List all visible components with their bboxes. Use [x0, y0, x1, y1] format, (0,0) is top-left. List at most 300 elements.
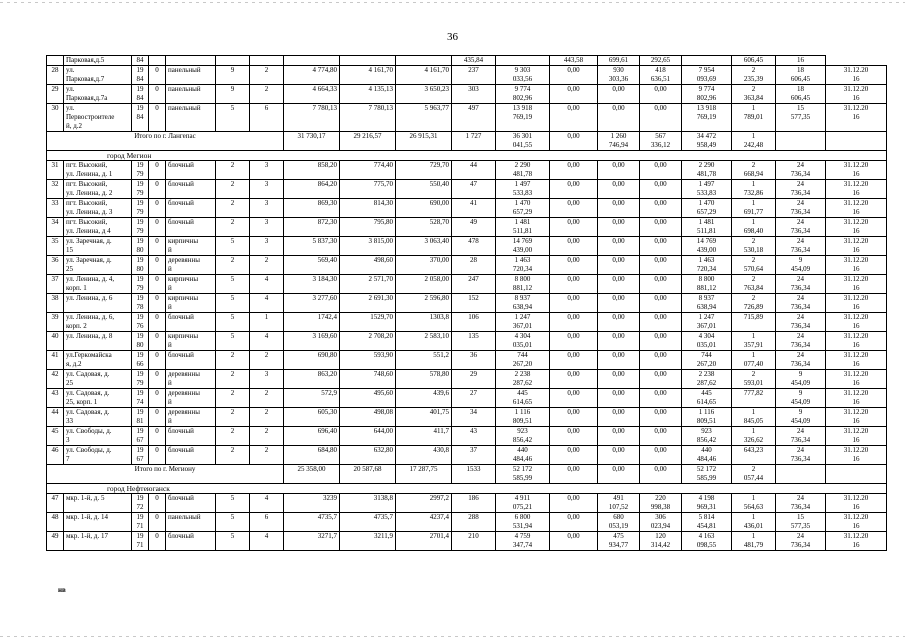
- table-cell: 0,00: [550, 389, 598, 408]
- table-cell: 0,00: [550, 370, 598, 389]
- table-cell: 491 107,52: [598, 494, 640, 513]
- table-cell: 0: [149, 313, 166, 332]
- table-cell: ул. Заречная, д. 15: [64, 237, 132, 256]
- table-cell: 643,23: [732, 446, 776, 465]
- table-row: [47, 351, 887, 370]
- table-cell: 2 668,94: [732, 161, 776, 180]
- table-cell: 8 800 881,12: [682, 275, 732, 294]
- table-cell: 1 463 720,34: [496, 256, 550, 275]
- table-cell: 858,20: [284, 161, 340, 180]
- table-cell: 24 736,34: [776, 332, 826, 351]
- table-cell: 0,00: [598, 332, 640, 351]
- table-cell: 4 198 969,31: [682, 494, 732, 513]
- table-cell: 2: [250, 427, 284, 446]
- table-cell: 1742,4: [284, 313, 340, 332]
- table-cell: 3 184,30: [284, 275, 340, 294]
- table-cell: 3: [250, 180, 284, 199]
- table-cell: пгт. Высокий, ул. Ленина, д. 1: [64, 161, 132, 180]
- table-cell: 0,00: [640, 465, 682, 484]
- table-row: [47, 313, 887, 332]
- table-cell: 0,00: [640, 408, 682, 427]
- table-cell: 0: [149, 370, 166, 389]
- table-cell: 605,30: [284, 408, 340, 427]
- table-cell: 43: [452, 427, 496, 446]
- table-cell: 2: [250, 408, 284, 427]
- table-cell: 0,00: [550, 332, 598, 351]
- table-cell: 31.12.20 16: [826, 332, 887, 351]
- table-cell: 5: [216, 104, 250, 132]
- table-row: [47, 408, 887, 427]
- table-cell: 864,20: [284, 180, 340, 199]
- table-cell: 8 937 638,94: [682, 294, 732, 313]
- table-cell: 418 636,51: [640, 66, 682, 85]
- table-cell: 715,89: [732, 313, 776, 332]
- table-row: [47, 275, 887, 294]
- table-cell: 1 691,77: [732, 199, 776, 218]
- table-cell: кирпичны й: [166, 294, 216, 313]
- table-cell: 0,00: [598, 370, 640, 389]
- table-cell: 0,00: [598, 446, 640, 465]
- table-cell: 0,00: [598, 465, 640, 484]
- table-cell: блочный: [166, 199, 216, 218]
- table-cell: 45: [47, 427, 64, 446]
- table-row: [47, 85, 887, 104]
- table-cell: 106: [452, 313, 496, 332]
- table-cell: 0,00: [640, 104, 682, 132]
- table-cell: 25 358,00: [284, 465, 340, 484]
- table-cell: 30: [47, 104, 64, 132]
- table-cell: 0,00: [550, 275, 598, 294]
- table-cell: 35: [47, 237, 64, 256]
- table-cell: 19 67: [132, 446, 149, 465]
- table-row: [47, 427, 887, 446]
- table-cell: 37: [47, 275, 64, 294]
- table-cell: 18 606,45: [776, 85, 826, 104]
- table-cell: 1 481 511,81: [682, 218, 732, 237]
- table-cell: 2 708,20: [340, 332, 396, 351]
- table-cell: 8 937 638,94: [496, 294, 550, 313]
- table-cell: 47: [47, 494, 64, 513]
- table-cell: 292,65: [640, 56, 682, 66]
- table-cell: 2 238 287,62: [496, 370, 550, 389]
- table-row: [47, 66, 887, 85]
- table-cell: 2 570,64: [732, 256, 776, 275]
- table-cell: 2 290 481,78: [682, 161, 732, 180]
- table-cell: 3 063,40: [396, 237, 452, 256]
- table-cell: 0: [149, 218, 166, 237]
- table-cell: 684,80: [284, 446, 340, 465]
- table-cell: [216, 56, 250, 66]
- footer-mark: нв: [58, 586, 66, 594]
- section-title: город Нефтеюганск: [47, 484, 887, 494]
- table-cell: 0,00: [640, 313, 682, 332]
- table-cell: 744 267,20: [496, 351, 550, 370]
- table-cell: 495,60: [340, 389, 396, 408]
- table-cell: 31.12.20 16: [826, 408, 887, 427]
- table-cell: 1 436,01: [732, 513, 776, 532]
- table-cell: блочный: [166, 532, 216, 551]
- bottom-scan-edge: [0, 636, 905, 637]
- table-cell: 0,00: [598, 237, 640, 256]
- table-cell: 3 277,60: [284, 294, 340, 313]
- table-cell: 34: [452, 408, 496, 427]
- table-cell: 370,00: [396, 256, 452, 275]
- table-cell: 2: [250, 85, 284, 104]
- table-cell: 3271,7: [284, 532, 340, 551]
- table-cell: 247: [452, 275, 496, 294]
- table-cell: 26 915,31: [396, 132, 452, 151]
- table-cell: 3: [250, 237, 284, 256]
- table-cell: 0,00: [550, 294, 598, 313]
- table-cell: 4 304 035,01: [496, 332, 550, 351]
- table-cell: блочный: [166, 351, 216, 370]
- table-cell: 9 774 802,96: [682, 85, 732, 104]
- table-cell: [396, 56, 452, 66]
- table-cell: 5: [216, 494, 250, 513]
- housing-table-container: [46, 55, 886, 551]
- table-cell: 29: [452, 370, 496, 389]
- table-cell: 0,00: [598, 427, 640, 446]
- table-cell: 4237,4: [396, 513, 452, 532]
- table-cell: 19 72: [132, 494, 149, 513]
- table-cell: 0,00: [598, 389, 640, 408]
- table-cell: 4: [250, 532, 284, 551]
- table-cell: 445 614,65: [496, 389, 550, 408]
- table-cell: 0: [149, 275, 166, 294]
- table-cell: 19 84: [132, 66, 149, 85]
- table-cell: 478: [452, 237, 496, 256]
- table-cell: 31.12.20 16: [826, 180, 887, 199]
- table-cell: 31.12.20 16: [826, 351, 887, 370]
- table-cell: 4 304 035,01: [682, 332, 732, 351]
- table-cell: 1 727: [452, 132, 496, 151]
- table-cell: 31.12.20 16: [826, 199, 887, 218]
- table-cell: 19 66: [132, 351, 149, 370]
- table-cell: 1 463 720,34: [682, 256, 732, 275]
- table-cell: 120 314,42: [640, 532, 682, 551]
- table-cell: 2: [216, 256, 250, 275]
- table-cell: 2: [216, 427, 250, 446]
- table-cell: 1 732,86: [732, 180, 776, 199]
- table-cell: 1533: [452, 465, 496, 484]
- table-cell: [682, 56, 732, 66]
- table-cell: [149, 56, 166, 66]
- table-cell: 606,45: [732, 56, 776, 66]
- table-cell: 6: [250, 104, 284, 132]
- table-cell: деревянны й: [166, 256, 216, 275]
- table-cell: 14 769 439,00: [682, 237, 732, 256]
- table-cell: 0: [149, 408, 166, 427]
- table-cell: ул. Заречная, д. 25: [64, 256, 132, 275]
- table-cell: 28: [452, 256, 496, 275]
- table-cell: 1 497 533,83: [682, 180, 732, 199]
- table-cell: 0,00: [640, 180, 682, 199]
- table-row: [47, 532, 887, 551]
- table-cell: 550,40: [396, 180, 452, 199]
- table-cell: 551,2: [396, 351, 452, 370]
- table-cell: 7 780,13: [340, 104, 396, 132]
- table-cell: кирпичны й: [166, 332, 216, 351]
- table-row: [47, 513, 887, 532]
- table-cell: 0: [149, 427, 166, 446]
- table-cell: блочный: [166, 180, 216, 199]
- table-cell: 401,75: [396, 408, 452, 427]
- table-cell: ул. Ленина, д. 6: [64, 294, 132, 313]
- table-cell: [47, 56, 64, 66]
- table-cell: 2 235,39: [732, 66, 776, 85]
- table-cell: 1 497 533,83: [496, 180, 550, 199]
- table-cell: 4: [250, 275, 284, 294]
- table-cell: 2 571,70: [340, 275, 396, 294]
- table-row: [47, 294, 887, 313]
- table-cell: 34: [47, 218, 64, 237]
- table-cell: 435,84: [452, 56, 496, 66]
- table-cell: 5: [216, 313, 250, 332]
- table-cell: 19 78: [132, 294, 149, 313]
- table-cell: 306 023,94: [640, 513, 682, 532]
- table-cell: 2701,4: [396, 532, 452, 551]
- table-cell: 1 116 809,51: [682, 408, 732, 427]
- table-cell: 2: [250, 351, 284, 370]
- table-cell: 24 736,34: [776, 494, 826, 513]
- table-cell: 5: [216, 275, 250, 294]
- table-cell: 3239: [284, 494, 340, 513]
- table-cell: 439,6: [396, 389, 452, 408]
- table-cell: 863,20: [284, 370, 340, 389]
- table-cell: 31.12.20 16: [826, 313, 887, 332]
- table-cell: 31.12.20 16: [826, 161, 887, 180]
- table-cell: 24 736,34: [776, 161, 826, 180]
- table-cell: 19 84: [132, 85, 149, 104]
- table-cell: 497: [452, 104, 496, 132]
- table-cell: [250, 56, 284, 66]
- table-cell: 440 484,46: [682, 446, 732, 465]
- table-cell: 19 79: [132, 180, 149, 199]
- section-title: город Мегион: [47, 151, 887, 161]
- table-cell: 1 077,40: [732, 351, 776, 370]
- table-cell: 43: [47, 389, 64, 408]
- table-cell: 5 963,77: [396, 104, 452, 132]
- table-cell: 37: [452, 446, 496, 465]
- table-cell: 2 593,01: [732, 370, 776, 389]
- table-cell: 744 267,20: [682, 351, 732, 370]
- table-cell: [284, 56, 340, 66]
- table-cell: 1 357,91: [732, 332, 776, 351]
- table-cell: 2 763,84: [732, 275, 776, 294]
- table-cell: 5: [216, 513, 250, 532]
- table-cell: 7 780,13: [284, 104, 340, 132]
- table-cell: 0: [149, 332, 166, 351]
- top-scan-edge: [0, 2, 905, 3]
- table-cell: 0: [149, 532, 166, 551]
- table-cell: ул. Садовая, д. 33: [64, 408, 132, 427]
- table-cell: 775,70: [340, 180, 396, 199]
- table-cell: [826, 132, 887, 151]
- table-cell: 2997,2: [396, 494, 452, 513]
- table-cell: 923 856,42: [496, 427, 550, 446]
- table-cell: мкр. 1-й, д. 17: [64, 532, 132, 551]
- table-cell: 567 336,12: [640, 132, 682, 151]
- table-cell: деревянны й: [166, 370, 216, 389]
- table-cell: 17 287,75: [396, 465, 452, 484]
- table-cell: 4: [250, 332, 284, 351]
- table-cell: 0: [149, 161, 166, 180]
- table-cell: 40: [47, 332, 64, 351]
- table-cell: 445 614,65: [682, 389, 732, 408]
- table-cell: 498,60: [340, 256, 396, 275]
- table-cell: 31.12.20 16: [826, 275, 887, 294]
- table-cell: 19 79: [132, 275, 149, 294]
- table-cell: кирпичны й: [166, 275, 216, 294]
- table-cell: 0,00: [640, 199, 682, 218]
- table-cell: 4 163 098,55: [682, 532, 732, 551]
- table-cell: блочный: [166, 446, 216, 465]
- table-cell: 0: [149, 494, 166, 513]
- table-cell: 644,00: [340, 427, 396, 446]
- table-cell: 3: [250, 199, 284, 218]
- table-cell: 32: [47, 180, 64, 199]
- table-cell: 303: [452, 85, 496, 104]
- table-cell: 3: [250, 370, 284, 389]
- table-cell: 0,00: [550, 237, 598, 256]
- table-cell: 152: [452, 294, 496, 313]
- table-cell: 5 837,30: [284, 237, 340, 256]
- table-cell: 4 774,80: [284, 66, 340, 85]
- table-cell: 2 691,30: [340, 294, 396, 313]
- table-cell: 24 736,34: [776, 275, 826, 294]
- table-cell: 19 67: [132, 427, 149, 446]
- table-cell: 36 301 041,55: [496, 132, 550, 151]
- table-cell: 24 736,34: [776, 294, 826, 313]
- table-row: [47, 56, 887, 66]
- table-cell: 31.12.20 16: [826, 85, 887, 104]
- table-cell: 475 934,77: [598, 532, 640, 551]
- table-row: [47, 161, 887, 180]
- table-cell: 34 472 958,49: [682, 132, 732, 151]
- table-cell: 4: [250, 494, 284, 513]
- table-cell: 0,00: [598, 294, 640, 313]
- table-cell: 6 800 531,94: [496, 513, 550, 532]
- table-cell: 4 664,33: [284, 85, 340, 104]
- table-cell: 24 736,34: [776, 237, 826, 256]
- table-cell: ул. Первостроителе й, д.2: [64, 104, 132, 132]
- table-cell: 5: [216, 332, 250, 351]
- table-cell: 0,00: [598, 104, 640, 132]
- table-cell: 31.12.20 16: [826, 256, 887, 275]
- table-cell: 210: [452, 532, 496, 551]
- table-cell: 578,80: [396, 370, 452, 389]
- table-cell: 13 918 769,19: [682, 104, 732, 132]
- table-cell: 0: [149, 85, 166, 104]
- table-cell: 814,30: [340, 199, 396, 218]
- table-cell: 84: [132, 56, 149, 66]
- table-cell: 24 736,34: [776, 532, 826, 551]
- table-cell: 24 736,34: [776, 446, 826, 465]
- table-cell: 47: [452, 180, 496, 199]
- table-cell: 1 326,62: [732, 427, 776, 446]
- table-cell: 2 363,84: [732, 85, 776, 104]
- table-cell: [340, 56, 396, 66]
- table-cell: 4735,7: [284, 513, 340, 532]
- table-cell: 4 161,70: [396, 66, 452, 85]
- table-cell: панельный: [166, 513, 216, 532]
- table-cell: 36: [452, 351, 496, 370]
- table-cell: 52 172 585,99: [682, 465, 732, 484]
- table-cell: 2 596,80: [396, 294, 452, 313]
- table-cell: блочный: [166, 218, 216, 237]
- table-cell: 29: [47, 85, 64, 104]
- table-cell: 135: [452, 332, 496, 351]
- section-row: [47, 484, 887, 494]
- table-cell: 0: [149, 389, 166, 408]
- table-row: [47, 389, 887, 408]
- table-cell: 696,40: [284, 427, 340, 446]
- table-cell: 593,90: [340, 351, 396, 370]
- table-cell: 0,00: [640, 294, 682, 313]
- table-cell: [496, 56, 550, 66]
- table-cell: 0,00: [640, 389, 682, 408]
- table-cell: 0,00: [550, 465, 598, 484]
- table-cell: 19 84: [132, 104, 149, 132]
- table-cell: ул. Садовая, д. 25, корп. 1: [64, 389, 132, 408]
- table-cell: 0: [149, 104, 166, 132]
- table-cell: 680 053,19: [598, 513, 640, 532]
- table-cell: 31.12.20 16: [826, 294, 887, 313]
- table-cell: 0,00: [550, 199, 598, 218]
- table-cell: 24 736,34: [776, 313, 826, 332]
- table-cell: 288: [452, 513, 496, 532]
- table-cell: 0,00: [640, 161, 682, 180]
- table-cell: 15 577,35: [776, 104, 826, 132]
- table-cell: 0: [149, 294, 166, 313]
- table-cell: 0,00: [550, 161, 598, 180]
- table-cell: 24 736,34: [776, 427, 826, 446]
- table-cell: 0,00: [550, 532, 598, 551]
- table-cell: 20 587,68: [340, 465, 396, 484]
- table-cell: 0,00: [550, 427, 598, 446]
- table-cell: 699,61: [598, 56, 640, 66]
- table-cell: 0,00: [598, 180, 640, 199]
- table-cell: 0,00: [640, 256, 682, 275]
- table-cell: 15 577,35: [776, 513, 826, 532]
- table-cell: 19 80: [132, 332, 149, 351]
- table-cell: [776, 465, 826, 484]
- table-cell: пгт. Высокий, ул. Ленина, д 4: [64, 218, 132, 237]
- total-row: [47, 132, 887, 151]
- table-row: [47, 104, 887, 132]
- page-number: 36: [447, 31, 458, 43]
- table-cell: 2 583,10: [396, 332, 452, 351]
- table-cell: 19 80: [132, 256, 149, 275]
- table-cell: 440 484,46: [496, 446, 550, 465]
- table-cell: 31.12.20 16: [826, 104, 887, 132]
- table-cell: блочный: [166, 427, 216, 446]
- table-cell: 1 260 746,94: [598, 132, 640, 151]
- table-cell: 0,00: [598, 351, 640, 370]
- table-cell: 31: [47, 161, 64, 180]
- section-row: [47, 151, 887, 161]
- table-cell: 0,00: [550, 85, 598, 104]
- table-cell: 869,30: [284, 199, 340, 218]
- table-cell: 46: [47, 446, 64, 465]
- table-cell: 3138,8: [340, 494, 396, 513]
- table-cell: 2: [216, 408, 250, 427]
- table-cell: 5: [216, 532, 250, 551]
- table-cell: 9 454,09: [776, 370, 826, 389]
- table-cell: ул. Ленина, д. 6, корп. 2: [64, 313, 132, 332]
- table-cell: пгт. Высокий, ул. Ленина, д. 2: [64, 180, 132, 199]
- table-cell: 0,00: [550, 408, 598, 427]
